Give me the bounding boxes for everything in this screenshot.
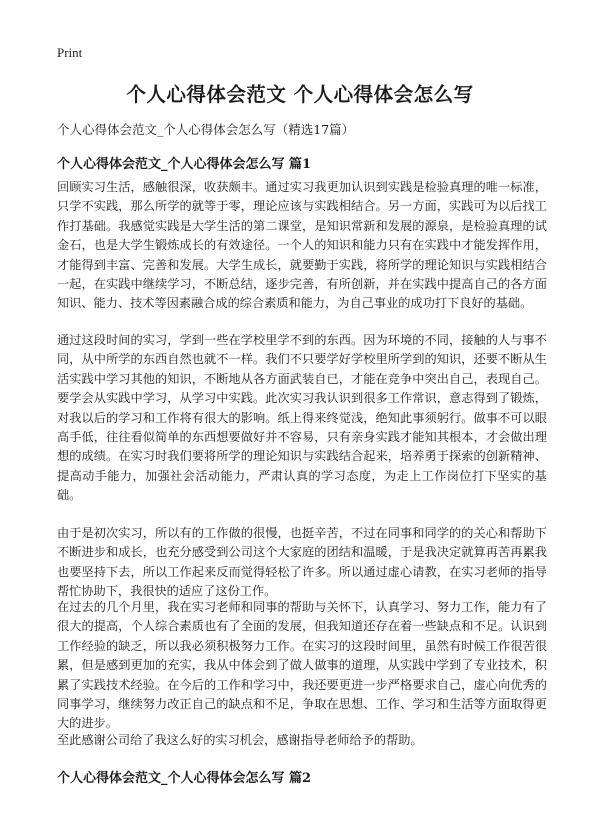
section-heading: 个人心得体会范文_个人心得体会怎么写 篇1 bbox=[57, 157, 312, 172]
print-link[interactable]: Print bbox=[57, 45, 83, 60]
paragraph: 在过去的几个月里，我在实习老师和同事的帮助与关怀下，认真学习、努力工作，能力有了很大的提高，个人综合素质也有了全面的发展，但我知道还存在着一些缺点和不足。认识到工作经验的缺乏，所以我必须积极努力工作。在实习的这段时间里，虽然有时候工作很苦很累，但是感到更加的充实，我从中体会到了做人做事的道理，从实践中学到了专业技术，积累了实践技术经验。在今后的工作和学习中，我还要更进一步严格要求自己，虚心向优秀的同事学习，继续努力改正自己的缺点和不足，争取在思想、工作、学习和生活等方面取得更大的进步。 bbox=[57, 600, 547, 731]
document-title: 个人心得体会范文 个人心得体会怎么写 bbox=[126, 83, 474, 106]
paragraph: 至此感谢公司给了我这么好的实习机会，感谢指导老师给予的帮助。 bbox=[57, 733, 423, 747]
paragraph: 由于是初次实习，所以有的工作做的很慢，也挺辛苦，不过在同事和同学的的关心和帮助下不断进步和成长，也充分感受到公司这个大家庭的团结和温暖，于是我决定就算再苦再累我也要坚持下去，所以工作起来反而觉得轻松了许多。所以通过虚心请教，在实习老师的指导帮忙协助下，我很快的适应了这份工作。 bbox=[57, 526, 547, 599]
section-heading: 个人心得体会范文_个人心得体会怎么写 篇2 bbox=[57, 771, 312, 786]
paragraph: 回顾实习生活，感触很深，收获颇丰。通过实习我更加认识到实践是检验真理的唯一标准，只学不实践，那么所学的就等于零，理论应该与实践相结合。另一方面，实践可为以后找工作打基础。我感觉实践是大学生活的第二课堂，是知识常新和发展的源泉，是检验真理的试金石，也是大学生锻炼成长的有效途径。一个人的知识和能力只有在实践中才能发挥作用，才能得到丰富、完善和发展。大学生成长，就要勤于实践，将所学的理论知识与实践相结合一起，在实践中继续学习，不断总结，逐步完善，有所创新，并在实践中提高自己的各方面知识、能力、技术等因素融合成的综合素质和能力，为自己事业的成功打下良好的基础。 bbox=[57, 180, 547, 311]
document-subtitle: 个人心得体会范文_个人心得体会怎么写（精选17篇） bbox=[57, 122, 355, 137]
paragraph: 通过这段时间的实习，学到一些在学校里学不到的东西。因为环境的不同，接触的人与事不同，从中所学的东西自然也就不一样。我们不只要学好学校里所学到的知识，还要不断从生活实践中学习其他的知识，不断地从各方面武装自已，才能在竞争中突出自己，表现自己。要学会从实践中学习，从学习中实践。此次实习我认识到很多工作常识，意志得到了锻炼，对我以后的学习和工作将有很大的影响。纸上得来终觉浅，绝知此事须躬行。做事不可以眼高手低，往往看似简单的东西想要做好并不容易，只有亲身实践才能知其根本，才会做出理想的成绩。在实习时我们要将所学的理论知识与实践结合起来，培养勇于探索的创新精神、提高动手能力，加强社会活动能力，严肃认真的学习态度，为走上工作岗位打下坚实的基础。 bbox=[57, 333, 547, 503]
